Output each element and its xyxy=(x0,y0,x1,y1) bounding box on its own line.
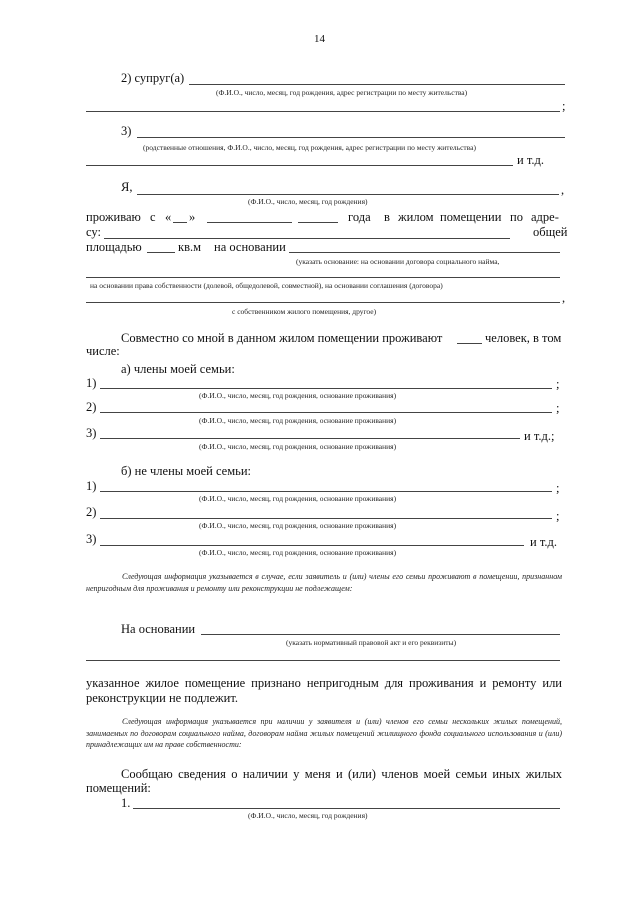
live-word-1: проживаю xyxy=(86,210,141,224)
live-word-4: » xyxy=(189,210,196,224)
family-line-2[interactable] xyxy=(100,412,552,413)
relative-line[interactable] xyxy=(137,137,565,138)
nonfamily-title: б) не члены моей семьи: xyxy=(121,464,251,478)
nonfamily-line-3[interactable] xyxy=(100,545,524,546)
residents-text-2: человек, в том xyxy=(485,331,562,345)
legal-basis-label: На основании xyxy=(121,622,196,636)
basis-line-2[interactable] xyxy=(86,277,560,278)
basis-caption-1: (указать основание: на основании договора социального найма, xyxy=(296,257,500,266)
basis-caption-3: с собственником жилого помещения, другое) xyxy=(232,307,377,316)
live-word-3: « xyxy=(165,210,172,224)
nonfamily-num-1: 1) xyxy=(86,479,97,493)
legal-basis-line[interactable] xyxy=(201,634,560,635)
nonfamily-end-1: ; xyxy=(556,481,560,495)
area-unit: кв.м xyxy=(178,240,202,254)
legal-basis-line-2[interactable] xyxy=(86,660,560,661)
address-start: су: xyxy=(86,225,101,239)
applicant-line[interactable] xyxy=(137,194,559,195)
spouse-line[interactable] xyxy=(189,84,565,85)
family-line-1[interactable] xyxy=(100,388,552,389)
family-caption-2: (Ф.И.О., число, месяц, год рождения, основание проживания) xyxy=(199,416,397,425)
nonfamily-caption-3: (Ф.И.О., число, месяц, год рождения, основание проживания) xyxy=(199,548,397,557)
family-end-3: и т.д.; xyxy=(524,429,555,443)
nonfamily-caption-1: (Ф.И.О., число, месяц, год рождения, основание проживания) xyxy=(199,494,397,503)
live-word-5: года xyxy=(348,210,371,224)
area-line[interactable] xyxy=(147,252,175,253)
family-caption-3: (Ф.И.О., число, месяц, год рождения, основание проживания) xyxy=(199,442,397,451)
family-end-1: ; xyxy=(556,377,560,391)
other-housing-caption: (Ф.И.О., число, месяц, год рождения) xyxy=(248,811,368,820)
spouse-caption: (Ф.И.О., число, месяц, год рождения, адрес регистрации по месту жительства) xyxy=(216,88,468,97)
live-word-6: в xyxy=(384,210,390,224)
live-word-2: с xyxy=(150,210,156,224)
basis-line-3[interactable] xyxy=(86,302,560,303)
basis-label: на основании xyxy=(214,240,286,254)
basis-end: , xyxy=(562,291,566,305)
address-end: общей xyxy=(533,225,568,239)
day-line[interactable] xyxy=(173,222,187,223)
year-line[interactable] xyxy=(298,222,338,223)
relative-line-2[interactable] xyxy=(86,165,513,166)
note-unfit-housing: Следующая информация указывается в случае, если заявитель и (или) члены его семьи проживают в помещении, признанном непригодным для проживания и ремонту или реконструкции не подлежащем: xyxy=(86,572,562,593)
area-label: площадью xyxy=(86,240,142,254)
family-num-1: 1) xyxy=(86,376,97,390)
other-housing-num-1: 1. xyxy=(121,796,131,810)
residents-text-3: числе: xyxy=(86,344,120,358)
family-title: а) члены моей семьи: xyxy=(121,362,235,376)
nonfamily-end-2: ; xyxy=(556,509,560,523)
applicant-caption: (Ф.И.О., число, месяц, год рождения) xyxy=(248,197,368,206)
legal-basis-caption: (указать нормативный правовой акт и его реквизиты) xyxy=(286,638,457,647)
spouse-end: ; xyxy=(562,99,566,113)
family-end-2: ; xyxy=(556,401,560,415)
nonfamily-end-3: и т.д. xyxy=(530,535,557,549)
family-num-3: 3) xyxy=(86,426,97,440)
applicant-label: Я, xyxy=(121,180,133,194)
basis-line[interactable] xyxy=(289,252,560,253)
residents-count-line[interactable] xyxy=(457,343,482,344)
family-caption-1: (Ф.И.О., число, месяц, год рождения, основание проживания) xyxy=(199,391,397,400)
month-line[interactable] xyxy=(207,222,292,223)
page-number: 14 xyxy=(314,33,325,45)
residents-text-1: Совместно со мной в данном жилом помещении проживают xyxy=(121,331,443,345)
nonfamily-num-2: 2) xyxy=(86,505,97,519)
note-several-dwellings: Следующая информация указывается при наличии у заявителя и (или) членов его семьи нескольких жилых помещений, занимаемых по договорам социального найма, договорам найма жилых помещений жилищного фонда социального использования и (или) принадлежащих им на праве собственности: xyxy=(86,717,562,749)
family-line-3[interactable] xyxy=(100,438,520,439)
nonfamily-line-2[interactable] xyxy=(100,518,552,519)
basis-caption-2: на основании права собственности (долевой, общедолевой, совместной), на основании соглашения (договора) xyxy=(90,281,443,290)
family-num-2: 2) xyxy=(86,400,97,414)
nonfamily-caption-2: (Ф.И.О., число, месяц, год рождения, основание проживания) xyxy=(199,521,397,530)
live-word-9: по xyxy=(510,210,523,224)
relative-label: 3) xyxy=(121,124,132,138)
other-housing-text: Сообщаю сведения о наличии у меня и (или) членов моей семьи иных жилых помещений: xyxy=(86,767,562,795)
nonfamily-num-3: 3) xyxy=(86,532,97,546)
relative-caption: (родственные отношения, Ф.И.О., число, месяц, год рождения, адрес регистрации по месту жительства) xyxy=(143,143,476,152)
spouse-label: 2) супруг(а) xyxy=(121,71,185,85)
relative-end: и т.д. xyxy=(517,153,544,167)
unfit-statement: указанное жилое помещение признано непригодным для проживания и ремонту или реконструкции не подлежит. xyxy=(86,676,562,705)
live-word-7: жилом xyxy=(398,210,434,224)
live-word-8: помещении xyxy=(440,210,502,224)
address-line[interactable] xyxy=(104,238,510,239)
live-word-10: адре- xyxy=(531,210,559,224)
other-housing-line-1[interactable] xyxy=(133,808,560,809)
applicant-end: , xyxy=(561,183,565,197)
nonfamily-line-1[interactable] xyxy=(100,491,552,492)
spouse-line-2[interactable] xyxy=(86,111,560,112)
